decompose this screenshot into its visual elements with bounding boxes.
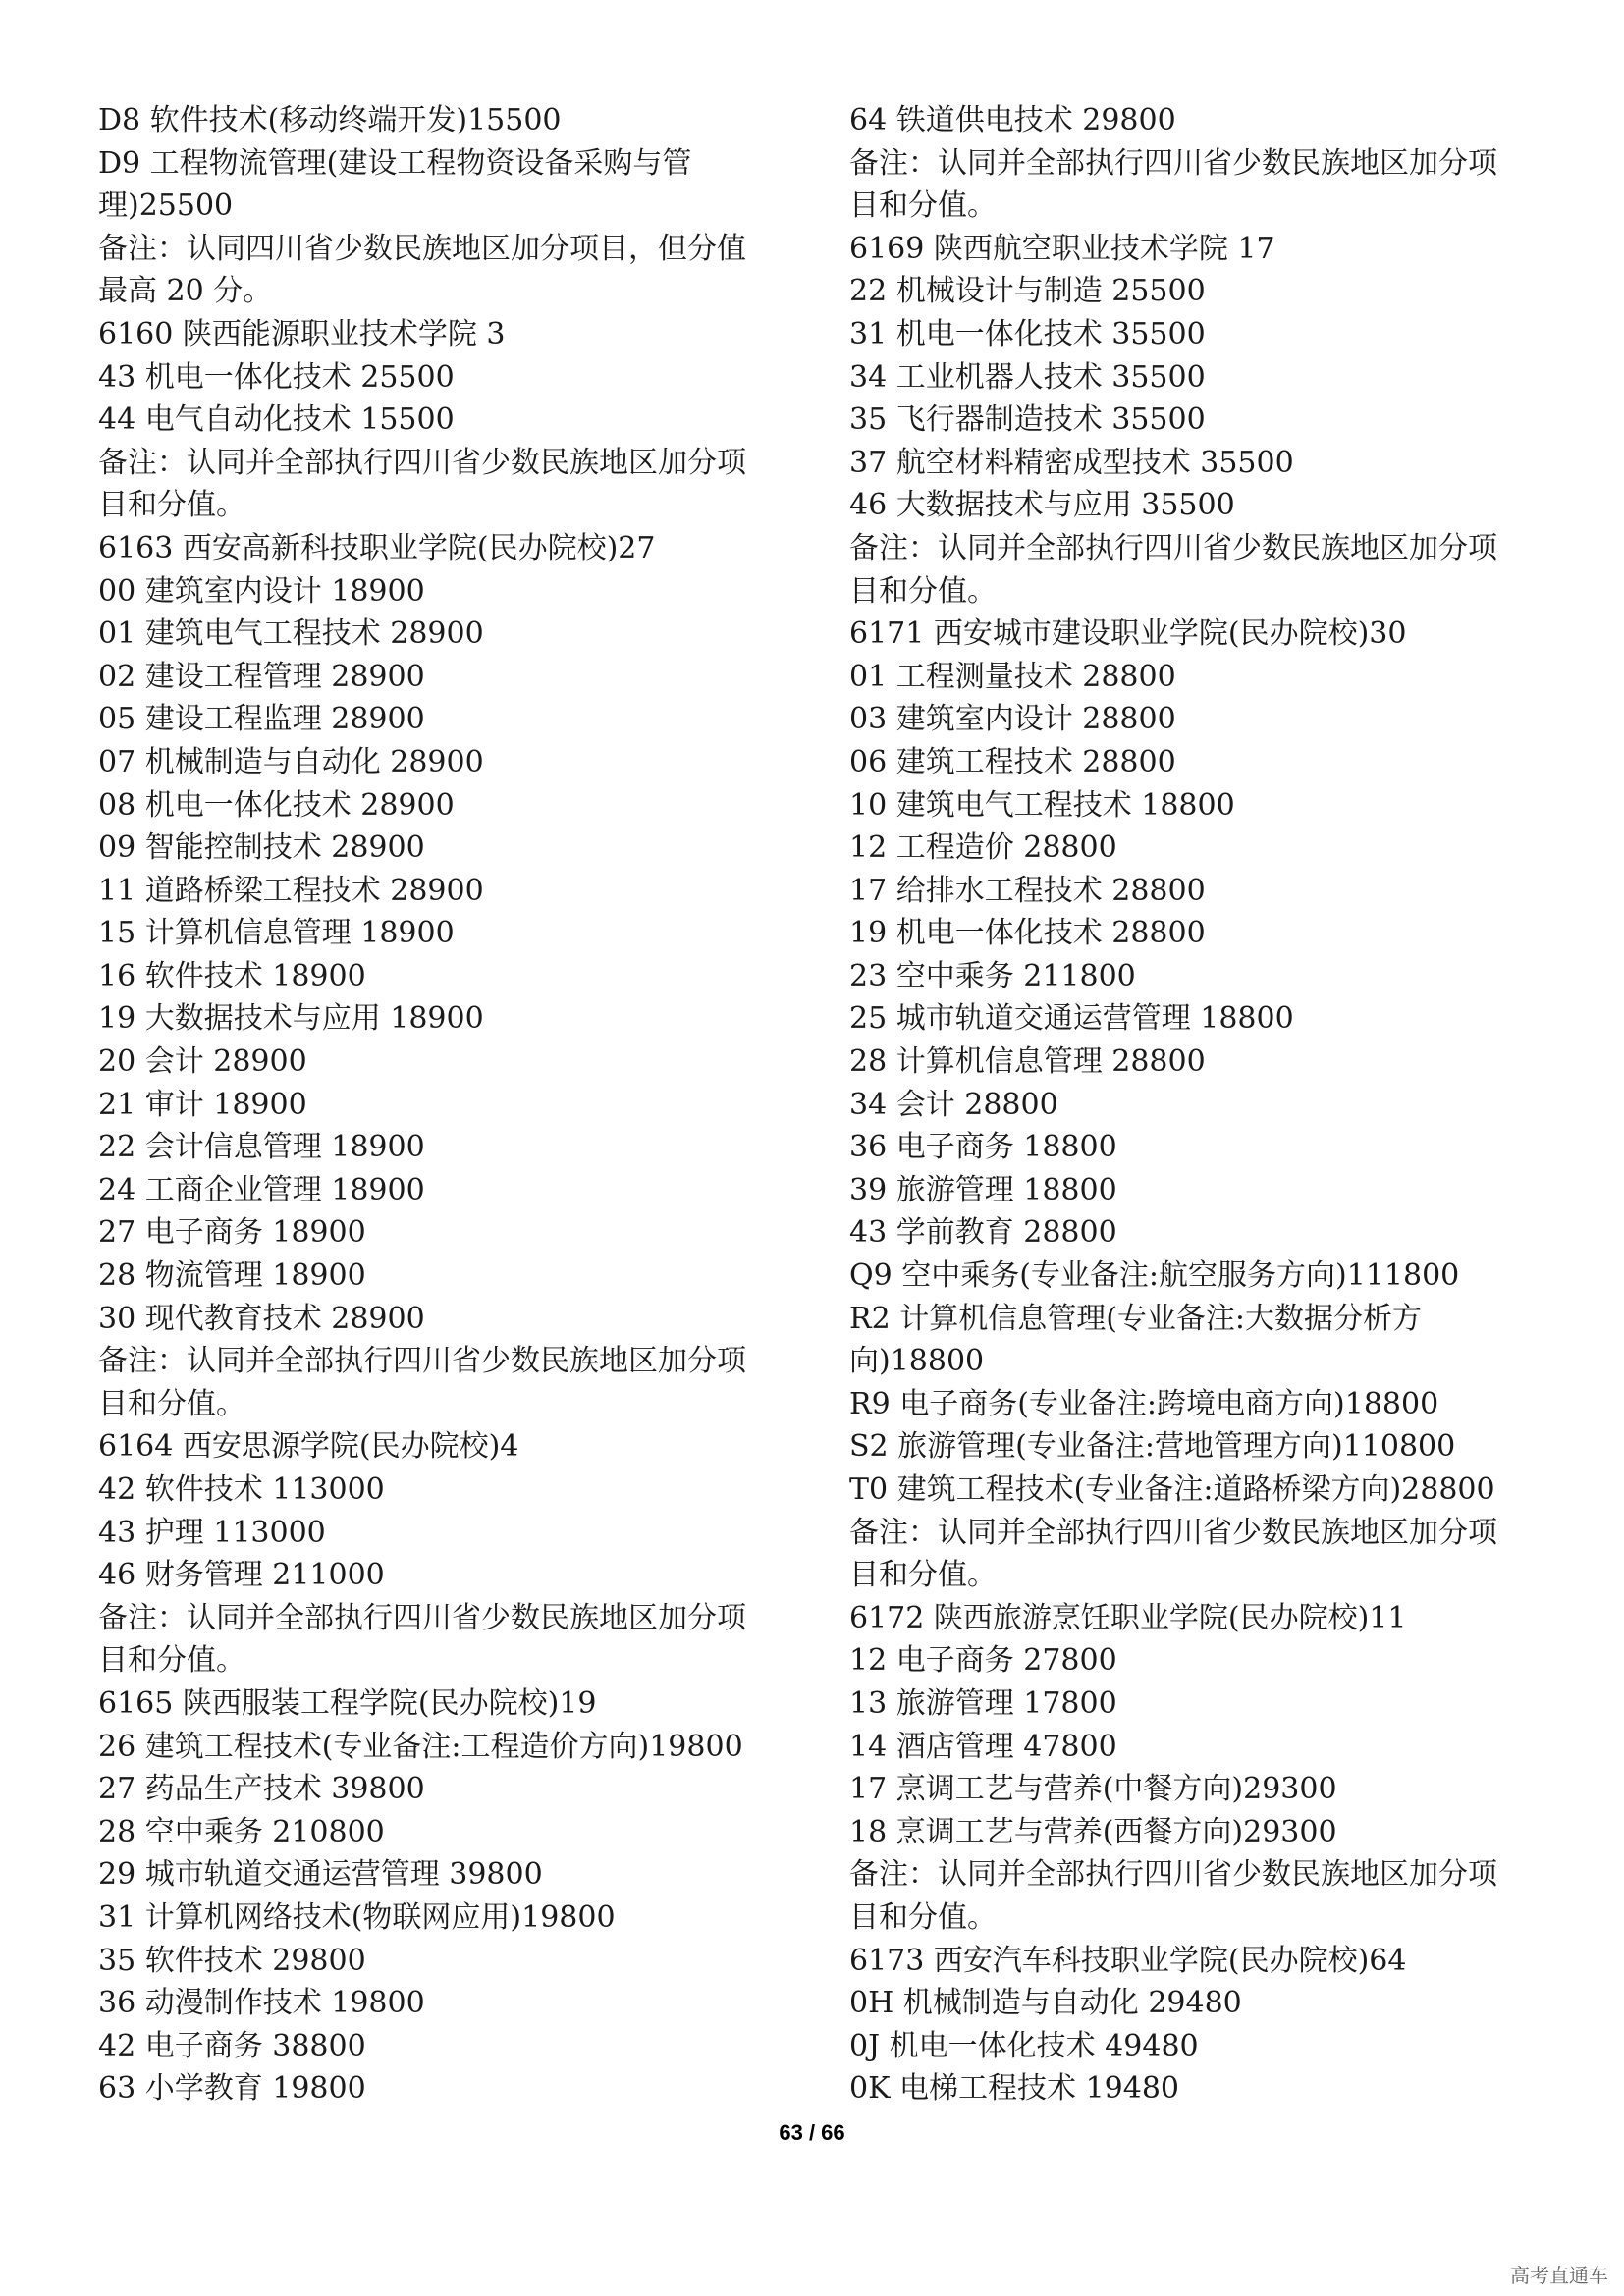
text-line: 0H 机械制造与自动化 29480 [849, 1986, 1242, 2021]
text-line: 13 旅游管理 17800 [849, 1685, 1117, 1721]
text-line: 43 护理 113000 [98, 1515, 326, 1550]
text-line: 目和分值。 [849, 1558, 997, 1593]
text-line: 备注：认同并全部执行四川省少数民族地区加分项 [849, 145, 1497, 181]
text-line: 30 现代教育技术 28900 [98, 1301, 425, 1336]
text-line: 31 机电一体化技术 35500 [849, 316, 1206, 351]
text-line: 6171 西安城市建设职业学院(民办院校)30 [849, 616, 1407, 652]
text-line: 44 电气自动化技术 15500 [98, 402, 455, 438]
text-line: 01 建筑电气工程技术 28900 [98, 616, 484, 652]
text-line: 6163 西安高新科技职业学院(民办院校)27 [98, 530, 656, 565]
text-line: 备注：认同并全部执行四川省少数民族地区加分项 [849, 1857, 1497, 1893]
text-line: R9 电子商务(专业备注:跨境电商方向)18800 [849, 1386, 1439, 1421]
text-line: 36 电子商务 18800 [849, 1130, 1117, 1165]
text-line: R2 计算机信息管理(专业备注:大数据分析方 [849, 1301, 1423, 1336]
text-line: 63 小学教育 19800 [98, 2071, 366, 2107]
text-line: 11 道路桥梁工程技术 28900 [98, 873, 484, 908]
text-line: 0J 机电一体化技术 49480 [849, 2028, 1199, 2063]
watermark: 高考直通车 [1510, 2264, 1608, 2287]
left-column [98, 99, 805, 2110]
text-line: 23 空中乘务 211800 [849, 958, 1136, 993]
text-line: 12 工程造价 28800 [849, 830, 1117, 866]
text-line: 17 烹调工艺与营养(中餐方向)29300 [849, 1772, 1337, 1807]
text-line: 6164 西安思源学院(民办院校)4 [98, 1429, 519, 1465]
text-line: 39 旅游管理 18800 [849, 1172, 1117, 1207]
text-line: S2 旅游管理(专业备注:营地管理方向)110800 [849, 1429, 1456, 1465]
text-line: 37 航空材料精密成型技术 35500 [849, 445, 1294, 480]
text-line: 0K 电梯工程技术 19480 [849, 2071, 1180, 2107]
text-line: 21 审计 18900 [98, 1087, 307, 1122]
text-line: 20 会计 28900 [98, 1044, 307, 1080]
text-line: 07 机械制造与自动化 28900 [98, 744, 484, 779]
text-line: 备注：认同并全部执行四川省少数民族地区加分项 [849, 530, 1497, 565]
text-line: 6160 陕西能源职业技术学院 3 [98, 316, 506, 351]
page-number: 63 / 66 [779, 2120, 845, 2145]
right-column [849, 99, 1556, 2110]
text-line: 42 电子商务 38800 [98, 2028, 366, 2063]
text-line: 43 机电一体化技术 25500 [98, 359, 455, 395]
text-line: 目和分值。 [849, 1899, 997, 1935]
text-line: 6165 陕西服装工程学院(民办院校)19 [98, 1685, 597, 1721]
text-line: 6169 陕西航空职业技术学院 17 [849, 231, 1275, 266]
text-line: 34 工业机器人技术 35500 [849, 359, 1206, 395]
text-line: 备注：认同并全部执行四川省少数民族地区加分项 [98, 1344, 746, 1379]
text-line: Q9 空中乘务(专业备注:航空服务方向)111800 [849, 1258, 1460, 1294]
text-line: 19 机电一体化技术 28800 [849, 916, 1206, 951]
text-line: 目和分值。 [98, 1386, 245, 1421]
text-line: 目和分值。 [98, 1643, 245, 1679]
text-line: 01 工程测量技术 28800 [849, 659, 1176, 694]
text-line: 05 建设工程监理 28900 [98, 702, 425, 737]
text-line: 27 电子商务 18900 [98, 1215, 366, 1251]
text-line: 6173 西安汽车科技职业学院(民办院校)64 [849, 1943, 1407, 1978]
text-line: 17 给排水工程技术 28800 [849, 873, 1206, 908]
text-line: 18 烹调工艺与营养(西餐方向)29300 [849, 1814, 1337, 1849]
text-line: 36 动漫制作技术 19800 [98, 1986, 425, 2021]
text-line: 35 飞行器制造技术 35500 [849, 402, 1206, 438]
text-line: 24 工商企业管理 18900 [98, 1172, 425, 1207]
text-line: 理)25500 [98, 188, 234, 224]
text-line: 28 计算机信息管理 28800 [849, 1044, 1206, 1080]
text-line: 25 城市轨道交通运营管理 18800 [849, 1001, 1294, 1037]
text-line: 目和分值。 [849, 573, 997, 609]
text-line: 12 电子商务 27800 [849, 1643, 1117, 1679]
text-line: 00 建筑室内设计 18900 [98, 573, 425, 609]
text-line: 16 软件技术 18900 [98, 958, 366, 993]
text-line: 64 铁道供电技术 29800 [849, 103, 1176, 137]
text-line: 10 建筑电气工程技术 18800 [849, 787, 1235, 823]
text-line: 22 会计信息管理 18900 [98, 1130, 425, 1165]
text-line: 备注：认同四川省少数民族地区加分项目，但分值 [98, 231, 746, 266]
text-line: 09 智能控制技术 28900 [98, 830, 425, 866]
text-line: 目和分值。 [98, 488, 245, 523]
text-line: 46 财务管理 211000 [98, 1558, 385, 1593]
text-line: 34 会计 28800 [849, 1087, 1058, 1122]
text-line: 43 学前教育 28800 [849, 1215, 1117, 1251]
text-line: 03 建筑室内设计 28800 [849, 702, 1176, 737]
text-line: 向)18800 [849, 1344, 985, 1379]
text-line: 06 建筑工程技术 28800 [849, 744, 1176, 779]
text-line: 22 机械设计与制造 25500 [849, 274, 1206, 309]
text-line: T0 建筑工程技术(专业备注:道路桥梁方向)28800 [849, 1472, 1495, 1507]
text-line: 备注：认同并全部执行四川省少数民族地区加分项 [98, 1600, 746, 1635]
text-line: 46 大数据技术与应用 35500 [849, 488, 1235, 523]
text-line: 15 计算机信息管理 18900 [98, 916, 455, 951]
text-line: 28 空中乘务 210800 [98, 1814, 385, 1849]
text-line: 备注：认同并全部执行四川省少数民族地区加分项 [98, 445, 746, 480]
text-line: 31 计算机网络技术(物联网应用)19800 [98, 1899, 616, 1935]
text-line: 备注：认同并全部执行四川省少数民族地区加分项 [849, 1515, 1497, 1550]
text-line: 27 药品生产技术 39800 [98, 1772, 425, 1807]
text-line: 42 软件技术 113000 [98, 1472, 385, 1507]
text-line: D9 工程物流管理(建设工程物资设备采购与管 [98, 145, 692, 181]
text-line: 14 酒店管理 47800 [849, 1729, 1117, 1764]
text-line: 目和分值。 [849, 188, 997, 224]
text-line: 26 建筑工程技术(专业备注:工程造价方向)19800 [98, 1729, 743, 1764]
text-line: 29 城市轨道交通运营管理 39800 [98, 1857, 543, 1893]
text-line: 19 大数据技术与应用 18900 [98, 1001, 484, 1037]
text-line: 02 建设工程管理 28900 [98, 659, 425, 694]
text-line: 6172 陕西旅游烹饪职业学院(民办院校)11 [849, 1600, 1407, 1635]
text-line: 08 机电一体化技术 28900 [98, 787, 455, 823]
text-line: D8 软件技术(移动终端开发)15500 [98, 103, 562, 137]
text-line: 最高 20 分。 [98, 274, 273, 309]
text-line: 35 软件技术 29800 [98, 1943, 366, 1978]
text-line: 28 物流管理 18900 [98, 1258, 366, 1294]
